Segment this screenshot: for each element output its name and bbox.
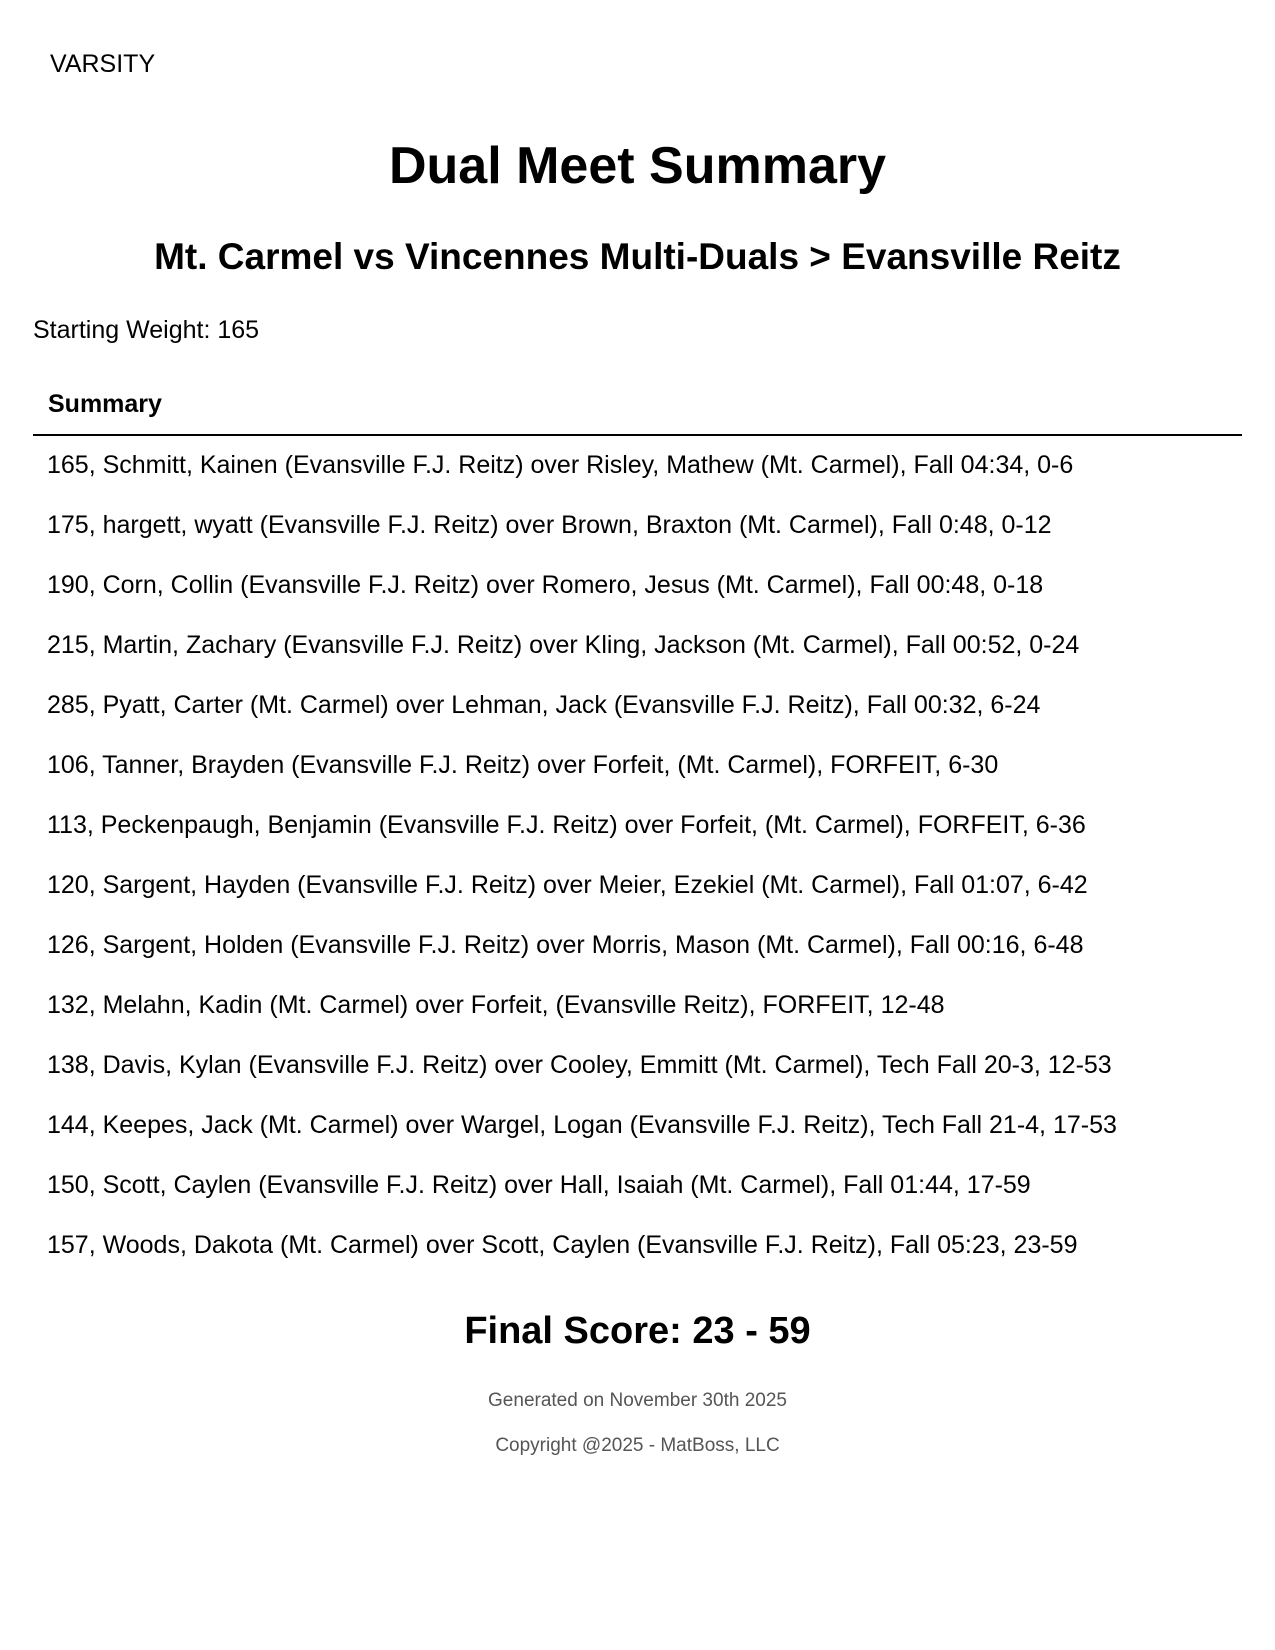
bout-row: 165, Schmitt, Kainen (Evansville F.J. Reitz) over Risley, Mathew (Mt. Carmel), Fall 04:34, 0-6: [47, 451, 1074, 479]
bout-row: 132, Melahn, Kadin (Mt. Carmel) over Forfeit, (Evansville Reitz), FORFEIT, 12-48: [47, 991, 945, 1019]
summary-header: Summary: [48, 390, 162, 418]
summary-divider: [33, 434, 1242, 436]
generated-date: Generated on November 30th 2025: [488, 1390, 787, 1411]
final-score: Final Score: 23 - 59: [464, 1310, 811, 1352]
bout-row: 285, Pyatt, Carter (Mt. Carmel) over Lehman, Jack (Evansville F.J. Reitz), Fall 00:32, 6-24: [47, 691, 1041, 719]
starting-weight: Starting Weight: 165: [33, 316, 260, 344]
bout-row: 113, Peckenpaugh, Benjamin (Evansville F.J. Reitz) over Forfeit, (Mt. Carmel), FORFEIT, 6-36: [47, 811, 1086, 839]
bout-row: 150, Scott, Caylen (Evansville F.J. Reitz) over Hall, Isaiah (Mt. Carmel), Fall 01:44, 17-59: [47, 1171, 1031, 1199]
level-label: VARSITY: [50, 50, 156, 78]
bout-list: [47, 450, 1247, 1290]
copyright-notice: Copyright @2025 - MatBoss, LLC: [495, 1435, 780, 1456]
bout-row: 138, Davis, Kylan (Evansville F.J. Reitz) over Cooley, Emmitt (Mt. Carmel), Tech Fall 20-3, 12-53: [47, 1051, 1112, 1079]
bout-row: 157, Woods, Dakota (Mt. Carmel) over Scott, Caylen (Evansville F.J. Reitz), Fall 05:23, 23-59: [47, 1231, 1078, 1259]
bout-row: 175, hargett, wyatt (Evansville F.J. Reitz) over Brown, Braxton (Mt. Carmel), Fall 0:48, 0-12: [47, 511, 1052, 539]
page-title: Dual Meet Summary: [388, 137, 887, 195]
bout-row: 215, Martin, Zachary (Evansville F.J. Reitz) over Kling, Jackson (Mt. Carmel), Fall 00:52, 0-24: [47, 631, 1080, 659]
meet-subtitle: Mt. Carmel vs Vincennes Multi-Duals > Evansville Reitz: [154, 236, 1121, 277]
bout-row: 126, Sargent, Holden (Evansville F.J. Reitz) over Morris, Mason (Mt. Carmel), Fall 00:16, 6-48: [47, 931, 1084, 959]
bout-row: 120, Sargent, Hayden (Evansville F.J. Reitz) over Meier, Ezekiel (Mt. Carmel), Fall 01:07, 6-42: [47, 871, 1088, 899]
bout-row: 106, Tanner, Brayden (Evansville F.J. Reitz) over Forfeit, (Mt. Carmel), FORFEIT, 6-30: [47, 751, 999, 779]
bout-row: 144, Keepes, Jack (Mt. Carmel) over Wargel, Logan (Evansville F.J. Reitz), Tech Fall 21-4, 17-53: [47, 1111, 1117, 1139]
bout-row: 190, Corn, Collin (Evansville F.J. Reitz) over Romero, Jesus (Mt. Carmel), Fall 00:48, 0-18: [47, 571, 1044, 599]
